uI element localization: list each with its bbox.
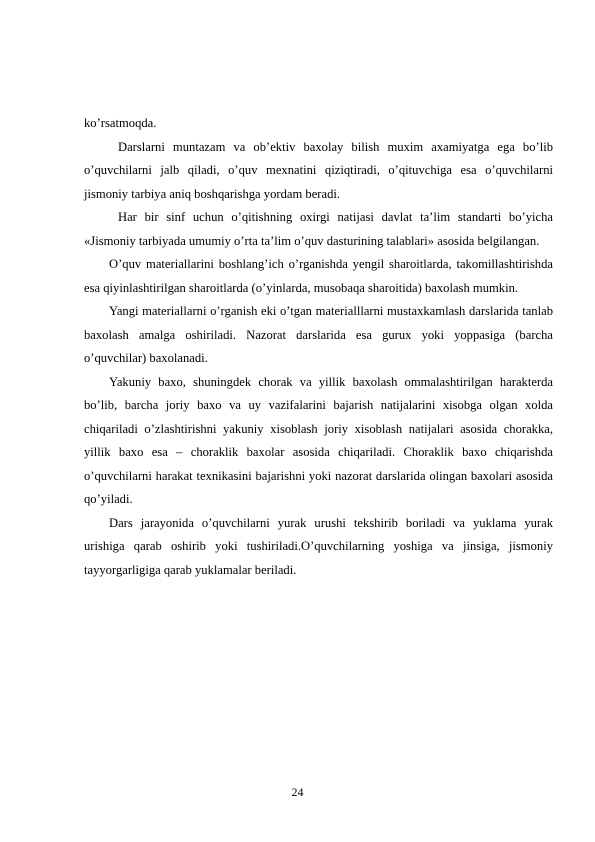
page-number: 24 [291, 785, 304, 799]
paragraph-continuation: ko’rsatmoqda. [84, 116, 157, 130]
paragraph: Har bir sinf uchun o’qitishning oxirgi natijasi davlat ta’lim standarti bo’yicha «Jismoniy tarbiyada umumiy o’rta ta’lim o’quv dasturining talablari» asosida belgilangan. [84, 210, 553, 248]
paragraph: Yangi materiallarni o’rganish eki o’tgan materialllarni mustaxkamlash darslarida tanlab baxolash amalga oshiriladi. Nazorat darslarida esa gurux yoki yoppasiga (barcha o’quvchilar) baxolanadi. [84, 304, 553, 365]
paragraph: Yakuniy baxo, shuningdek chorak va yillik baxolash ommalashtirilgan harakterda bo’lib, barcha joriy baxo va uy vazifalarini bajarish natijalarini xisobga olgan xolda chiqariladi o’zlashtirishni yakuniy xisoblash joriy xisoblash natijalari asosida chorakka, yillik baxo esa – choraklik baxolar asosida chiqariladi. Choraklik baxo chiqarishda o’quvchilarni harakat texnikasini bajarishni yoki nazorat darslarida olingan baxolari asosida qo’yiladi. [84, 374, 553, 506]
paragraph: Dars jarayonida o’quvchilarni yurak urushi tekshirib boriladi va yuklama yurak urishiga qarab oshirib yoki tushiriladi.O’quvchilarning yoshiga va jinsiga, jismoniy tayyorgarligiga qarab yuklamalar beriladi. [84, 515, 553, 577]
paragraph: O’quv materiallarini boshlang’ich o’rganishda yengil sharoitlarda, takomillashtirishda esa qiyinlashtirilgan sharoitlarda (o’yinlarda, musobaqa sharoitida) baxolash mumkin. [84, 257, 553, 295]
paragraph: Darslarni muntazam va ob’ektiv baxolay bilish muxim axamiyatga ega bo’lib o’quvchilarni jalb qiladi, o’quv mexnatini qiziqtiradi, o’qituvchiga esa o’quvchilarni jismoniy tarbiya aniq boshqarishga yordam beradi. [84, 139, 553, 201]
body-text [84, 112, 553, 582]
